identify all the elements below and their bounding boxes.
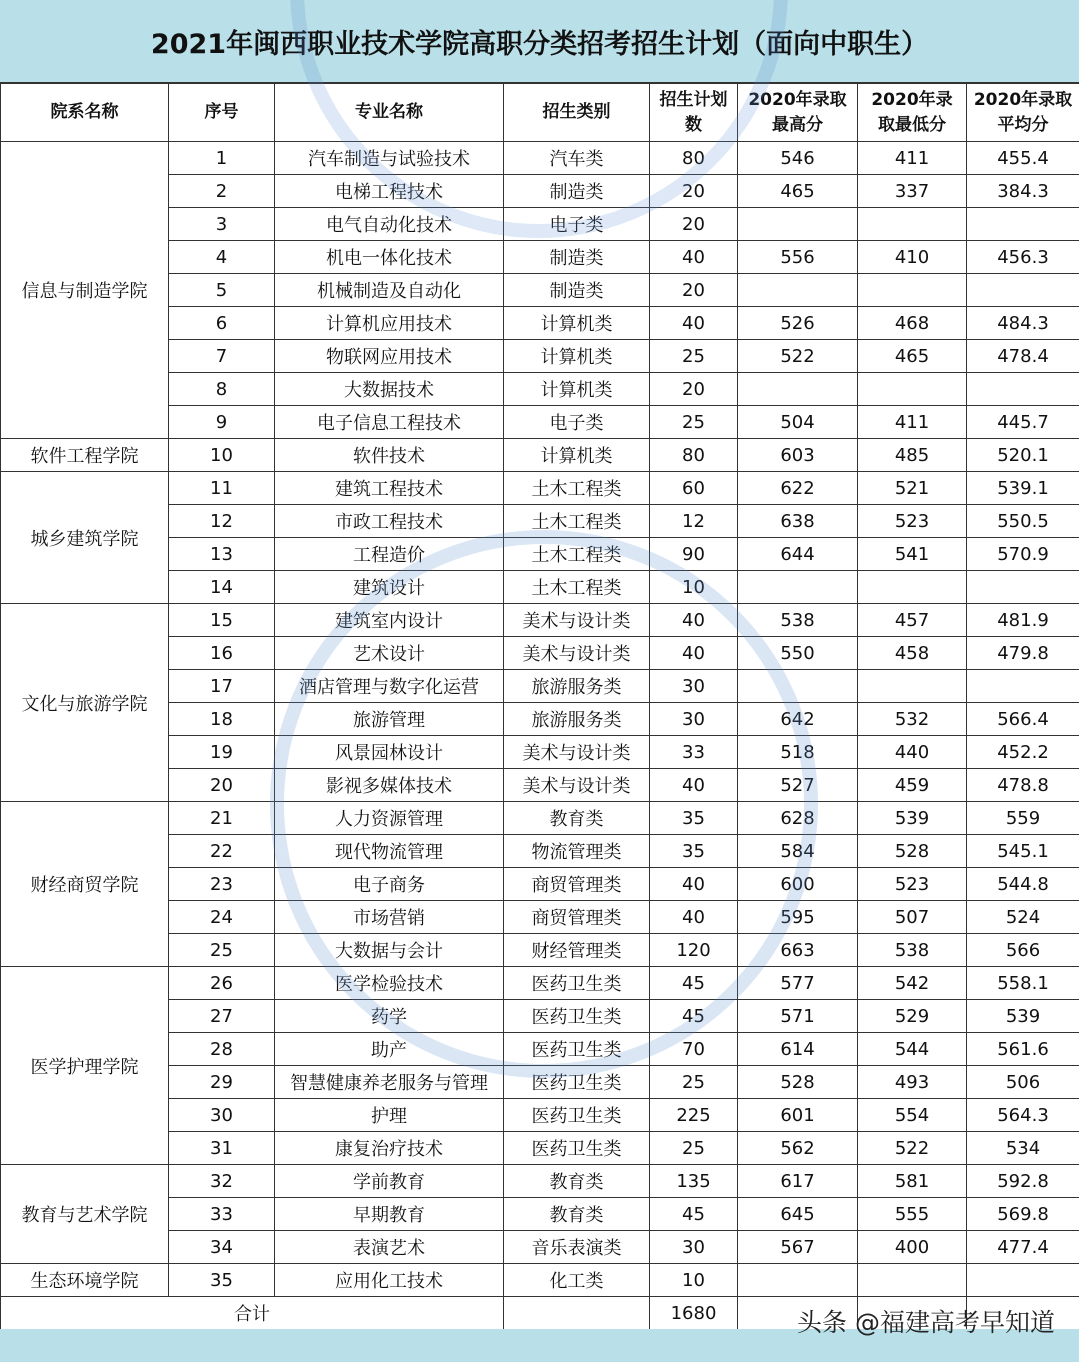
avg-score-2020: 456.3 (967, 241, 1079, 274)
plan-count: 80 (650, 439, 738, 472)
major-name: 大数据技术 (275, 373, 504, 406)
max-score-2020: 577 (738, 967, 858, 1000)
major-name: 电子信息工程技术 (275, 406, 504, 439)
row-number: 5 (169, 274, 275, 307)
category: 商贸管理类 (504, 901, 650, 934)
max-score-2020 (738, 373, 858, 406)
major-name: 康复治疗技术 (275, 1132, 504, 1165)
category: 电子类 (504, 208, 650, 241)
college-name: 城乡建筑学院 (1, 472, 169, 604)
page-title: 2021年闽西职业技术学院高职分类招考招生计划（面向中职生） (0, 0, 1079, 83)
min-score-2020: 523 (858, 868, 967, 901)
column-header: 2020年录取最高分 (738, 84, 858, 142)
min-score-2020: 411 (858, 142, 967, 175)
major-name: 学前教育 (275, 1165, 504, 1198)
min-score-2020: 410 (858, 241, 967, 274)
plan-count: 20 (650, 175, 738, 208)
college-name: 教育与艺术学院 (1, 1165, 169, 1264)
total-label: 合计 (1, 1297, 504, 1330)
row-number: 27 (169, 1000, 275, 1033)
plan-count: 40 (650, 769, 738, 802)
min-score-2020: 544 (858, 1033, 967, 1066)
plan-count: 40 (650, 901, 738, 934)
category: 计算机类 (504, 340, 650, 373)
max-score-2020: 504 (738, 406, 858, 439)
plan-count: 40 (650, 637, 738, 670)
college-name: 文化与旅游学院 (1, 604, 169, 802)
major-name: 影视多媒体技术 (275, 769, 504, 802)
min-score-2020: 485 (858, 439, 967, 472)
category: 计算机类 (504, 307, 650, 340)
category: 美术与设计类 (504, 769, 650, 802)
major-name: 电子商务 (275, 868, 504, 901)
column-header: 院系名称 (1, 84, 169, 142)
row-number: 19 (169, 736, 275, 769)
row-number: 29 (169, 1066, 275, 1099)
avg-score-2020: 550.5 (967, 505, 1079, 538)
row-number: 31 (169, 1132, 275, 1165)
plan-count: 40 (650, 604, 738, 637)
max-score-2020: 550 (738, 637, 858, 670)
avg-score-2020: 539 (967, 1000, 1079, 1033)
max-score-2020: 526 (738, 307, 858, 340)
row-number: 25 (169, 934, 275, 967)
avg-score-2020: 559 (967, 802, 1079, 835)
plan-count: 80 (650, 142, 738, 175)
plan-count: 25 (650, 340, 738, 373)
category: 教育类 (504, 1165, 650, 1198)
plan-count: 135 (650, 1165, 738, 1198)
category: 电子类 (504, 406, 650, 439)
min-score-2020 (858, 274, 967, 307)
category: 教育类 (504, 802, 650, 835)
max-score-2020: 595 (738, 901, 858, 934)
min-score-2020: 522 (858, 1132, 967, 1165)
major-name: 护理 (275, 1099, 504, 1132)
category: 汽车类 (504, 142, 650, 175)
row-number: 16 (169, 637, 275, 670)
plan-count: 225 (650, 1099, 738, 1132)
row-number: 13 (169, 538, 275, 571)
category: 医药卫生类 (504, 967, 650, 1000)
category: 财经管理类 (504, 934, 650, 967)
header-row (1, 84, 1079, 142)
max-score-2020: 644 (738, 538, 858, 571)
table-row (1, 1165, 1079, 1198)
max-score-2020 (738, 274, 858, 307)
min-score-2020: 541 (858, 538, 967, 571)
major-name: 电气自动化技术 (275, 208, 504, 241)
row-number: 33 (169, 1198, 275, 1231)
plan-count: 10 (650, 1264, 738, 1297)
row-number: 3 (169, 208, 275, 241)
max-score-2020: 584 (738, 835, 858, 868)
row-number: 24 (169, 901, 275, 934)
category: 土木工程类 (504, 472, 650, 505)
plan-count: 120 (650, 934, 738, 967)
min-score-2020: 458 (858, 637, 967, 670)
plan-count: 25 (650, 1132, 738, 1165)
plan-count: 25 (650, 406, 738, 439)
min-score-2020 (858, 208, 967, 241)
avg-score-2020: 592.8 (967, 1165, 1079, 1198)
avg-score-2020: 534 (967, 1132, 1079, 1165)
max-score-2020: 638 (738, 505, 858, 538)
avg-score-2020: 384.3 (967, 175, 1079, 208)
row-number: 20 (169, 769, 275, 802)
min-score-2020: 440 (858, 736, 967, 769)
major-name: 风景园林设计 (275, 736, 504, 769)
avg-score-2020: 452.2 (967, 736, 1079, 769)
row-number: 2 (169, 175, 275, 208)
avg-score-2020: 561.6 (967, 1033, 1079, 1066)
major-name: 物联网应用技术 (275, 340, 504, 373)
major-name: 市场营销 (275, 901, 504, 934)
max-score-2020: 600 (738, 868, 858, 901)
min-score-2020: 457 (858, 604, 967, 637)
category: 计算机类 (504, 439, 650, 472)
avg-score-2020 (967, 274, 1079, 307)
min-score-2020: 542 (858, 967, 967, 1000)
table-row (1, 802, 1079, 835)
max-score-2020: 603 (738, 439, 858, 472)
plan-count: 40 (650, 241, 738, 274)
max-score-2020: 522 (738, 340, 858, 373)
min-score-2020: 539 (858, 802, 967, 835)
college-name: 生态环境学院 (1, 1264, 169, 1297)
category: 商贸管理类 (504, 868, 650, 901)
max-score-2020: 642 (738, 703, 858, 736)
major-name: 汽车制造与试验技术 (275, 142, 504, 175)
max-score-2020: 628 (738, 802, 858, 835)
major-name: 电梯工程技术 (275, 175, 504, 208)
table-row (1, 439, 1079, 472)
major-name: 医学检验技术 (275, 967, 504, 1000)
plan-count: 40 (650, 868, 738, 901)
category: 计算机类 (504, 373, 650, 406)
plan-count: 30 (650, 703, 738, 736)
avg-score-2020: 539.1 (967, 472, 1079, 505)
row-number: 23 (169, 868, 275, 901)
major-name: 工程造价 (275, 538, 504, 571)
row-number: 6 (169, 307, 275, 340)
category: 医药卫生类 (504, 1132, 650, 1165)
avg-score-2020: 566 (967, 934, 1079, 967)
major-name: 软件技术 (275, 439, 504, 472)
min-score-2020 (858, 1264, 967, 1297)
major-name: 机械制造及自动化 (275, 274, 504, 307)
major-name: 助产 (275, 1033, 504, 1066)
row-number: 17 (169, 670, 275, 703)
row-number: 8 (169, 373, 275, 406)
avg-score-2020: 569.8 (967, 1198, 1079, 1231)
min-score-2020: 459 (858, 769, 967, 802)
plan-count: 45 (650, 1198, 738, 1231)
major-name: 应用化工技术 (275, 1264, 504, 1297)
source-watermark: 头条 @福建高考早知道 (797, 1308, 1055, 1337)
category: 旅游服务类 (504, 670, 650, 703)
min-score-2020: 581 (858, 1165, 967, 1198)
avg-score-2020 (967, 373, 1079, 406)
plan-count: 30 (650, 670, 738, 703)
max-score-2020: 614 (738, 1033, 858, 1066)
max-score-2020: 645 (738, 1198, 858, 1231)
avg-score-2020: 520.1 (967, 439, 1079, 472)
avg-score-2020: 564.3 (967, 1099, 1079, 1132)
avg-score-2020: 545.1 (967, 835, 1079, 868)
total-plan: 1680 (650, 1297, 738, 1330)
plan-count: 90 (650, 538, 738, 571)
min-score-2020: 529 (858, 1000, 967, 1033)
total-category (504, 1297, 650, 1330)
min-score-2020: 465 (858, 340, 967, 373)
max-score-2020: 528 (738, 1066, 858, 1099)
category: 医药卫生类 (504, 1033, 650, 1066)
category: 土木工程类 (504, 505, 650, 538)
major-name: 人力资源管理 (275, 802, 504, 835)
max-score-2020: 622 (738, 472, 858, 505)
min-score-2020: 555 (858, 1198, 967, 1231)
table-row (1, 1264, 1079, 1297)
max-score-2020: 546 (738, 142, 858, 175)
max-score-2020: 567 (738, 1231, 858, 1264)
max-score-2020: 663 (738, 934, 858, 967)
college-name: 软件工程学院 (1, 439, 169, 472)
avg-score-2020: 570.9 (967, 538, 1079, 571)
column-header: 2020年录取最低分 (858, 84, 967, 142)
major-name: 计算机应用技术 (275, 307, 504, 340)
major-name: 市政工程技术 (275, 505, 504, 538)
max-score-2020 (738, 571, 858, 604)
row-number: 30 (169, 1099, 275, 1132)
max-score-2020: 465 (738, 175, 858, 208)
row-number: 9 (169, 406, 275, 439)
plan-count: 33 (650, 736, 738, 769)
row-number: 15 (169, 604, 275, 637)
major-name: 现代物流管理 (275, 835, 504, 868)
category: 音乐表演类 (504, 1231, 650, 1264)
column-header: 2020年录取平均分 (967, 84, 1079, 142)
avg-score-2020: 455.4 (967, 142, 1079, 175)
table-row (1, 967, 1079, 1000)
avg-score-2020 (967, 670, 1079, 703)
major-name: 酒店管理与数字化运营 (275, 670, 504, 703)
category: 教育类 (504, 1198, 650, 1231)
row-number: 28 (169, 1033, 275, 1066)
row-number: 34 (169, 1231, 275, 1264)
major-name: 建筑设计 (275, 571, 504, 604)
major-name: 表演艺术 (275, 1231, 504, 1264)
major-name: 建筑工程技术 (275, 472, 504, 505)
min-score-2020: 532 (858, 703, 967, 736)
enrollment-plan-table (0, 83, 1079, 1330)
avg-score-2020: 544.8 (967, 868, 1079, 901)
avg-score-2020: 477.4 (967, 1231, 1079, 1264)
category: 医药卫生类 (504, 1066, 650, 1099)
avg-score-2020 (967, 571, 1079, 604)
table-row (1, 142, 1079, 175)
plan-count: 20 (650, 208, 738, 241)
avg-score-2020: 445.7 (967, 406, 1079, 439)
major-name: 智慧健康养老服务与管理 (275, 1066, 504, 1099)
category: 土木工程类 (504, 538, 650, 571)
min-score-2020: 554 (858, 1099, 967, 1132)
column-header: 序号 (169, 84, 275, 142)
max-score-2020 (738, 670, 858, 703)
column-header: 专业名称 (275, 84, 504, 142)
category: 美术与设计类 (504, 736, 650, 769)
avg-score-2020: 566.4 (967, 703, 1079, 736)
category: 医药卫生类 (504, 1000, 650, 1033)
min-score-2020: 523 (858, 505, 967, 538)
column-header: 招生计划数 (650, 84, 738, 142)
min-score-2020: 528 (858, 835, 967, 868)
major-name: 药学 (275, 1000, 504, 1033)
min-score-2020: 337 (858, 175, 967, 208)
category: 美术与设计类 (504, 637, 650, 670)
row-number: 4 (169, 241, 275, 274)
row-number: 12 (169, 505, 275, 538)
max-score-2020: 538 (738, 604, 858, 637)
avg-score-2020 (967, 208, 1079, 241)
category: 制造类 (504, 274, 650, 307)
min-score-2020 (858, 571, 967, 604)
row-number: 35 (169, 1264, 275, 1297)
category: 土木工程类 (504, 571, 650, 604)
row-number: 26 (169, 967, 275, 1000)
row-number: 18 (169, 703, 275, 736)
min-score-2020: 468 (858, 307, 967, 340)
avg-score-2020: 478.8 (967, 769, 1079, 802)
max-score-2020: 556 (738, 241, 858, 274)
major-name: 艺术设计 (275, 637, 504, 670)
college-name: 医学护理学院 (1, 967, 169, 1165)
avg-score-2020: 524 (967, 901, 1079, 934)
row-number: 21 (169, 802, 275, 835)
min-score-2020: 411 (858, 406, 967, 439)
max-score-2020: 562 (738, 1132, 858, 1165)
avg-score-2020: 558.1 (967, 967, 1079, 1000)
major-name: 早期教育 (275, 1198, 504, 1231)
plan-count: 30 (650, 1231, 738, 1264)
max-score-2020 (738, 208, 858, 241)
plan-count: 12 (650, 505, 738, 538)
plan-count: 70 (650, 1033, 738, 1066)
category: 制造类 (504, 175, 650, 208)
max-score-2020: 527 (738, 769, 858, 802)
college-name: 财经商贸学院 (1, 802, 169, 967)
max-score-2020: 571 (738, 1000, 858, 1033)
category: 制造类 (504, 241, 650, 274)
major-name: 机电一体化技术 (275, 241, 504, 274)
major-name: 旅游管理 (275, 703, 504, 736)
min-score-2020: 493 (858, 1066, 967, 1099)
row-number: 10 (169, 439, 275, 472)
table-row (1, 472, 1079, 505)
major-name: 建筑室内设计 (275, 604, 504, 637)
row-number: 14 (169, 571, 275, 604)
plan-count: 20 (650, 274, 738, 307)
major-name: 大数据与会计 (275, 934, 504, 967)
category: 化工类 (504, 1264, 650, 1297)
plan-count: 20 (650, 373, 738, 406)
row-number: 22 (169, 835, 275, 868)
avg-score-2020: 481.9 (967, 604, 1079, 637)
plan-count: 35 (650, 835, 738, 868)
max-score-2020 (738, 1264, 858, 1297)
avg-score-2020: 479.8 (967, 637, 1079, 670)
avg-score-2020 (967, 1264, 1079, 1297)
row-number: 32 (169, 1165, 275, 1198)
category: 物流管理类 (504, 835, 650, 868)
plan-count: 10 (650, 571, 738, 604)
avg-score-2020: 506 (967, 1066, 1079, 1099)
min-score-2020: 507 (858, 901, 967, 934)
min-score-2020: 521 (858, 472, 967, 505)
plan-count: 45 (650, 1000, 738, 1033)
max-score-2020: 518 (738, 736, 858, 769)
max-score-2020: 617 (738, 1165, 858, 1198)
column-header: 招生类别 (504, 84, 650, 142)
min-score-2020 (858, 373, 967, 406)
plan-count: 25 (650, 1066, 738, 1099)
min-score-2020: 538 (858, 934, 967, 967)
category: 旅游服务类 (504, 703, 650, 736)
category: 医药卫生类 (504, 1099, 650, 1132)
category: 美术与设计类 (504, 604, 650, 637)
row-number: 1 (169, 142, 275, 175)
plan-count: 60 (650, 472, 738, 505)
row-number: 11 (169, 472, 275, 505)
max-score-2020: 601 (738, 1099, 858, 1132)
plan-count: 35 (650, 802, 738, 835)
table-row (1, 604, 1079, 637)
plan-count: 45 (650, 967, 738, 1000)
avg-score-2020: 484.3 (967, 307, 1079, 340)
min-score-2020: 400 (858, 1231, 967, 1264)
avg-score-2020: 478.4 (967, 340, 1079, 373)
college-name: 信息与制造学院 (1, 142, 169, 439)
row-number: 7 (169, 340, 275, 373)
plan-count: 40 (650, 307, 738, 340)
min-score-2020 (858, 670, 967, 703)
